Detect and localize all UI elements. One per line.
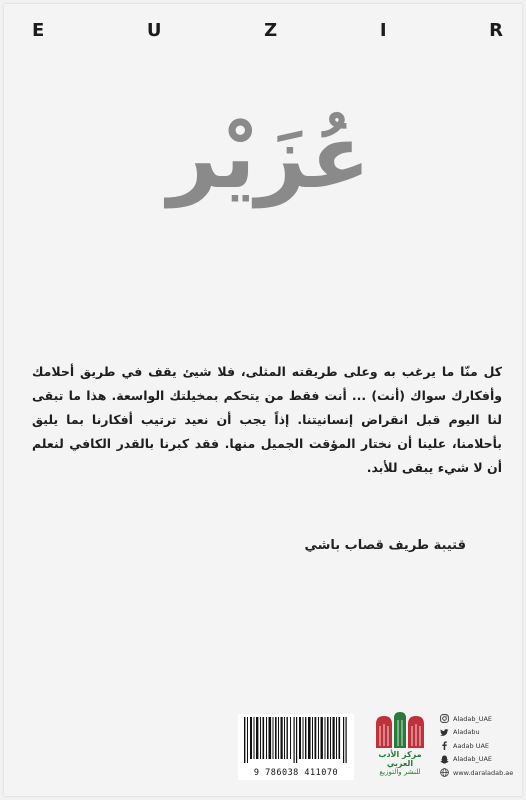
social-item (440, 766, 526, 780)
publisher-logo (370, 710, 430, 782)
social-label: Aladabu (453, 728, 480, 737)
social-item (440, 753, 526, 767)
social-label: Aladab_UAE (453, 755, 493, 764)
social-label: www.daraladab.ae (453, 768, 514, 777)
book-title-arabic: عُزَيْر (167, 105, 371, 208)
social-label: Aadab UAE (453, 741, 490, 750)
back-cover (4, 4, 522, 796)
social-item (440, 726, 526, 740)
social-item (440, 712, 526, 726)
social-item (440, 739, 526, 753)
books-emblem-icon (370, 710, 430, 750)
isbn-number: 9 786038 411070 (253, 768, 339, 778)
title-letter: I (379, 20, 388, 41)
instagram-icon (440, 714, 449, 723)
blurb-text: كل منّا ما يرغب به وعلى طريقته المثلى، فلا شيئ يقف في طريق أحلامك وأفكارك سواك (أنت) ... أنت فقط من يتحكم بمخيلتك الواسعة. هذا ما تبقى لنا اليوم قبل انقراض إنسانيتنا. إذاً يجب أن نعيد ترتيب أفكارنا بما يليق بأحلامنا، علينا أن نختار المؤقت الجميل منها. فقد كبرنا بالقدر الكافي لنعلم أن لا شيء يبقى للأبد. (32, 364, 502, 475)
author-name: قتيبة طريف قصاب باشي (304, 538, 466, 553)
social-label: Aladab_UAE (453, 714, 493, 723)
globe-icon (440, 768, 449, 777)
twitter-icon (440, 728, 449, 737)
title-letter: R (489, 20, 504, 41)
facebook-icon (440, 741, 449, 750)
publisher-subtitle: للنشر والتوزيع (379, 768, 421, 776)
top-title-letters (32, 20, 504, 41)
isbn-barcode (238, 714, 354, 780)
snapchat-icon (440, 755, 449, 764)
social-links (440, 712, 526, 780)
publisher-name: مركز الأدب العربي (378, 750, 422, 768)
barcode-bars (238, 714, 354, 766)
title-letter: U (146, 20, 163, 41)
title-letter: Z (264, 20, 279, 41)
title-letter: E (32, 20, 46, 41)
